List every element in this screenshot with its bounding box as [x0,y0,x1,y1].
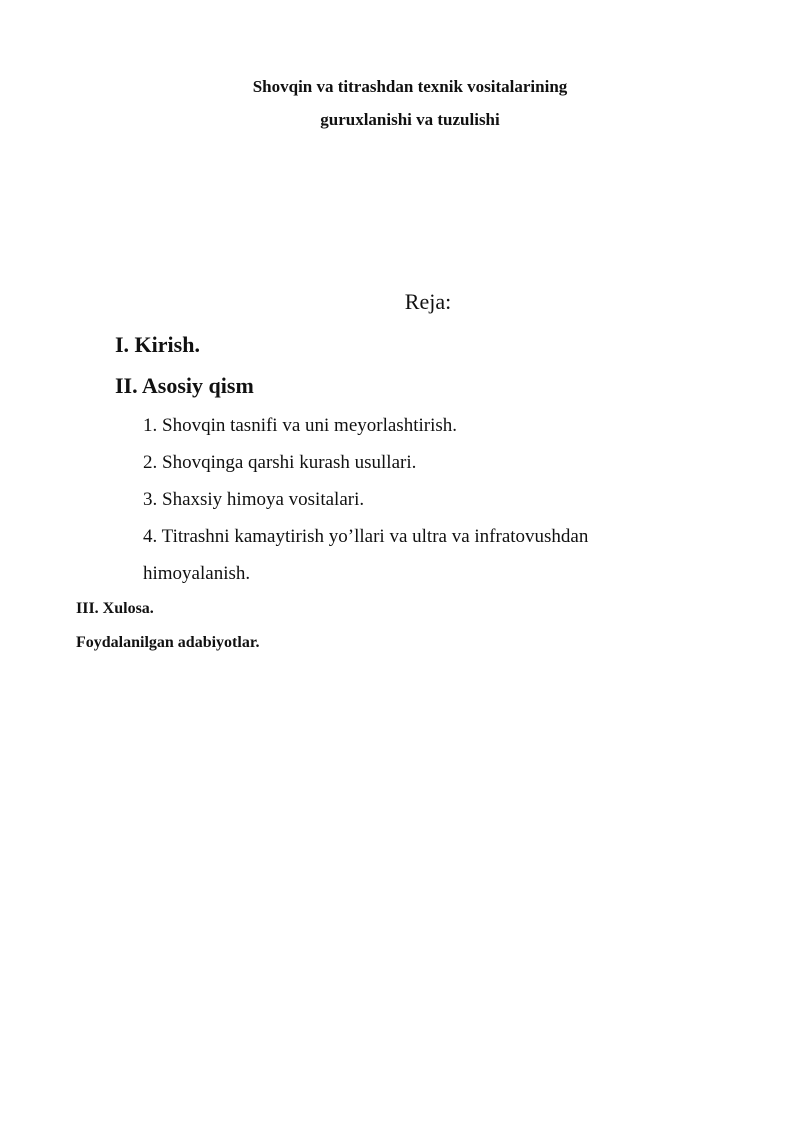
document-title-line-2: guruxlanishi va tuzulishi [320,110,500,129]
main-item-4-continuation: himoyalanish. [143,563,251,584]
section-introduction: I. Kirish. [115,332,200,357]
document-title-line-1: Shovqin va titrashdan texnik vositalarining [252,77,568,96]
references-heading: Foydalanilgan adabiyotlar. [76,634,260,651]
section-main-part: II. Asosiy qism [115,373,254,398]
plan-heading: Reja: [404,289,452,314]
main-item-3: 3. Shaxsiy himoya vositalari. [143,489,365,510]
main-item-2: 2. Shovqinga qarshi kurash usullari. [143,452,417,473]
main-item-4: 4. Titrashni kamaytirish yo’llari va ultra va infratovushdan [143,526,589,547]
section-conclusion: III. Xulosa. [76,600,154,617]
main-item-1: 1. Shovqin tasnifi va uni meyorlashtirish. [143,415,458,436]
